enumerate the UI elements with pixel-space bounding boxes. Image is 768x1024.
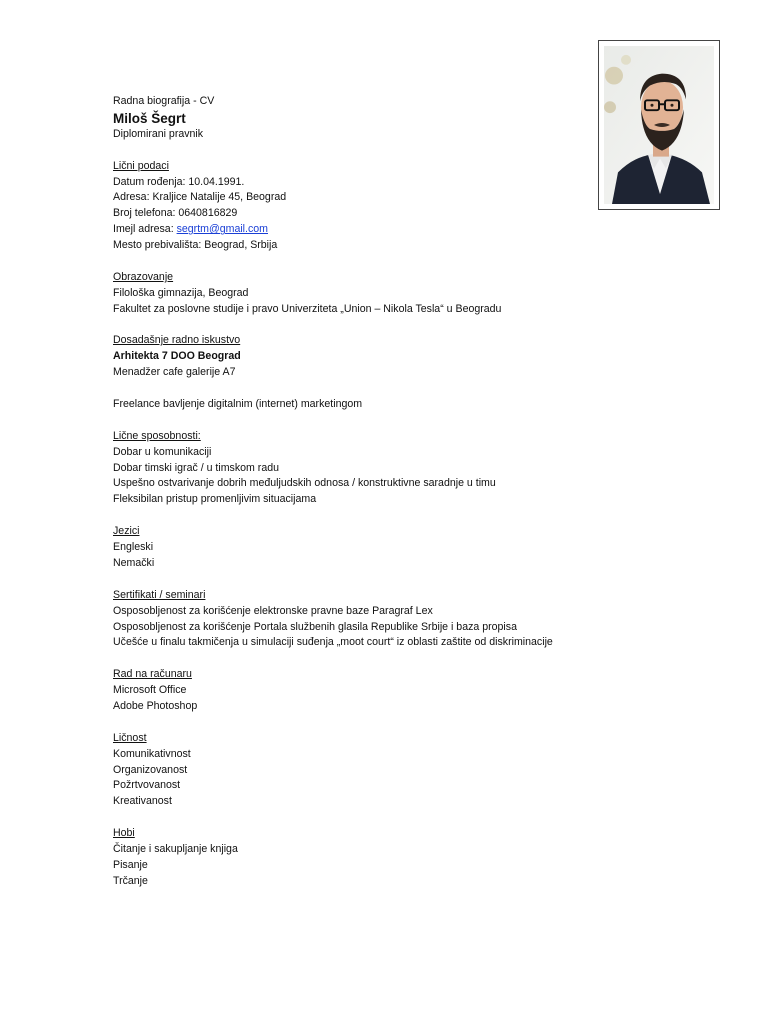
language-item: Nemački (113, 556, 155, 569)
ability-item: Fleksibilan pristup promenljivim situacijama (113, 493, 317, 506)
ability-item: Dobar timski igrač / u timskom radu (113, 461, 280, 474)
address: Adresa: Kraljice Natalije 45, Beograd (113, 191, 287, 204)
personality-item: Kreativanost (113, 795, 172, 808)
section-heading-hobby: Hobi (113, 827, 135, 840)
education-item: Fakultet za poslovne studije i pravo Univerziteta „Union – Nikola Tesla“ u Beogradu (113, 302, 502, 315)
certificate-item: Osposobljenost za korišćenje Portala službenih glasila Republike Srbije i baza propisa (113, 620, 517, 633)
hobby-item: Trčanje (113, 874, 148, 887)
computer-skill-item: Microsoft Office (113, 684, 187, 697)
phone-number: Broj telefona: 0640816829 (113, 207, 238, 220)
person-name: Miloš Šegrt (113, 110, 186, 126)
profession: Diplomirani pravnik (113, 127, 204, 140)
hobby-item: Čitanje i sakupljanje knjiga (113, 842, 238, 855)
education-item: Filološka gimnazija, Beograd (113, 286, 249, 299)
email-link[interactable]: segrtm@gmail.com (176, 223, 268, 236)
ability-item: Uspešno ostvarivanje dobrih međuljudskih odnosa / konstruktivne saradnje u timu (113, 477, 496, 490)
section-heading-education: Obrazovanje (113, 270, 174, 283)
section-heading-personal: Lični podaci (113, 159, 169, 172)
language-item: Engleski (113, 541, 154, 554)
section-heading-abilities: Lične sposobnosti: (113, 429, 201, 442)
email-label: Imejl adresa: (113, 223, 177, 236)
experience-company: Arhitekta 7 DOO Beograd (113, 350, 241, 363)
residence: Mesto prebivališta: Beograd, Srbija (113, 239, 278, 252)
birth-date: Datum rođenja: 10.04.1991. (113, 175, 245, 188)
section-heading-personality: Ličnost (113, 731, 147, 744)
cv-document (113, 94, 713, 890)
hobby-item: Pisanje (113, 858, 148, 871)
computer-skill-item: Adobe Photoshop (113, 699, 198, 712)
section-heading-experience: Dosadašnje radno iskustvo (113, 334, 241, 347)
personality-item: Organizovanost (113, 763, 188, 776)
experience-freelance: Freelance bavljenje digitalnim (internet) marketingom (113, 398, 363, 411)
personality-item: Komunikativnost (113, 747, 191, 760)
document-title: Radna biografija - CV (113, 95, 215, 107)
personality-item: Požrtvovanost (113, 779, 181, 792)
section-heading-languages: Jezici (113, 525, 140, 538)
certificate-item: Učešće u finalu takmičenja u simulaciji suđenja „moot court“ iz oblasti zaštite od diskriminacije (113, 636, 553, 649)
ability-item: Dobar u komunikaciji (113, 445, 212, 458)
experience-role: Menadžer cafe galerije A7 (113, 366, 236, 379)
section-heading-computer: Rad na računaru (113, 668, 192, 681)
certificate-item: Osposobljenost za korišćenje elektronske pravne baze Paragraf Lex (113, 604, 433, 617)
email-row (113, 222, 713, 238)
section-heading-certificates: Sertifikati / seminari (113, 588, 206, 601)
